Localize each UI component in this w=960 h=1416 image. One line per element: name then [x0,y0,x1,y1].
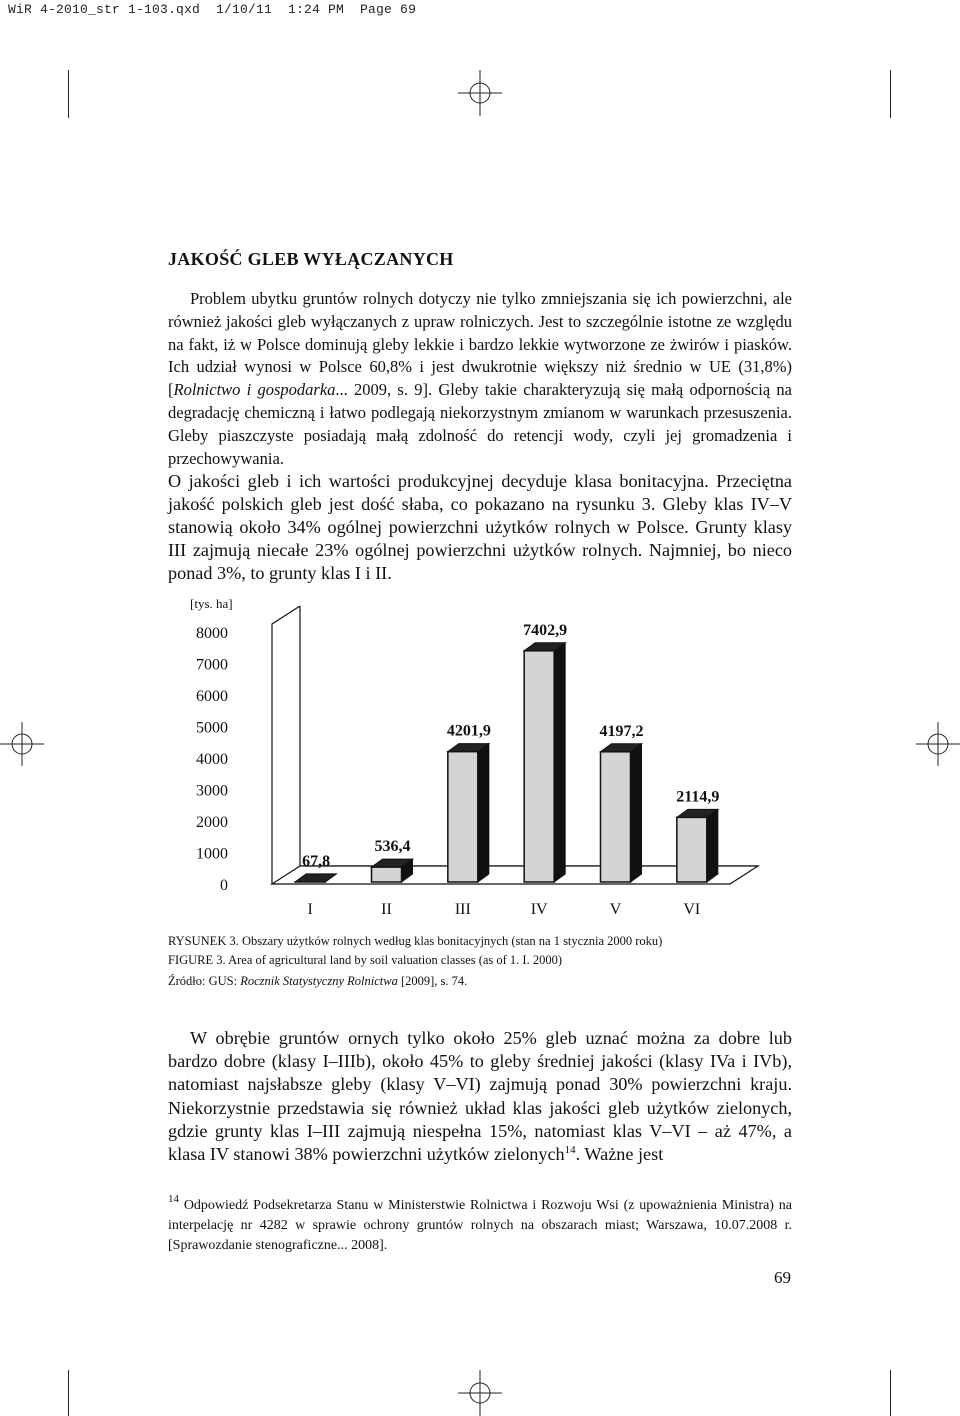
x-tick-label: IV [530,901,548,918]
y-tick-label: 5000 [196,719,228,737]
y-axis-unit-label: [tys. ha] [190,596,233,611]
data-label: 67,8 [302,852,331,870]
crop-mark [890,70,891,118]
bar-chart [160,588,780,928]
data-label: 536,4 [374,838,411,856]
body-paragraph-1 [168,288,792,585]
bar-side-VI [707,809,718,882]
data-label: 4201,9 [446,722,491,740]
data-label: 7402,9 [523,621,568,639]
page-number: 69 [774,1268,791,1287]
y-tick-label: 3000 [196,782,228,800]
x-tick-label: V [609,901,622,918]
bar-III [448,752,478,882]
y-tick-label: 1000 [196,845,228,863]
section-title: JAKOŚĆ GLEB WYŁĄCZANYCH [168,249,454,269]
y-tick-label: 0 [220,877,228,894]
data-label: 4197,2 [599,722,644,740]
x-tick-label: II [381,901,392,918]
footnote [168,1193,792,1256]
x-tick-label: I [307,901,313,918]
y-tick-label: 6000 [196,688,228,705]
figure-source [168,974,467,989]
registration-mark-icon [458,70,502,116]
chart-wall [272,606,300,884]
bar-side-V [631,744,642,882]
figure-caption-en: FIGURE 3. Area of agricultural land by soil valuation classes (as of 1. I. 2000) [168,953,563,967]
registration-mark-icon [458,1370,502,1416]
bar-II [372,867,402,882]
citation-title: Rolnictwo i gospodarka [173,380,336,400]
data-label: 2114,9 [676,788,720,806]
y-tick-label: 4000 [196,751,228,768]
source-title: Rocznik Statystyczny Rolnictwa [240,974,398,988]
body-text: W obrębie gruntów ornych tylko około 25% gleb uznać można za dobre lub bardzo dobre (klasy I–IIIb), około 45% to gleby średniej jakości (klasy IVa i IVb), natomiast najsłabsze gleby (klasy V–VI) zajmują ponad 30% powierzchni kraju. Niekorzystnie przedstawia się również układ klas jakości gleb użytków zielonych, gdzie grunty klas I–III zajmują niespełna 15%, natomiast klas V–VI – aż 47%, a klasa IV stanowi 38% powierzchni użytków zielonych [168,1028,792,1165]
bar-VI [677,817,707,882]
y-tick-label: 7000 [196,656,228,674]
body-text: Problem ubytku gruntów rolnych dotyczy nie tylko zmniejszania się ich powierzchni, ale również jakości gleb wyłączanych z upraw rolniczych. Jest to szczególnie istotne ze względu na fakt, iż w Polsce dominują gleby lekkie i bardzo lekkie wytworzone ze żwirów i piasków. Ich udział wynosi w Polsce 60,8% i jest dwukrotnie większy niż średnio w UE (31,8%) [ [168,289,792,400]
source-suffix: [2009], s. 74. [397,974,468,988]
bar-side-IV [554,643,565,882]
x-tick-label: VI [683,901,701,918]
bar-IV [524,651,554,882]
body-text: ... 2009, s. 9]. Gleby takie charakteryzują się małą odpornością na degradację chemiczną i łatwo podlegają niekorzystnym zmianom w warunkach przesuszenia. Gleby piaszczyste posiadają małą zdolność do retencji wody, czyli jej gromadzenia i przechowywania. [168,380,792,468]
body-text: O jakości gleb i ich wartości produkcyjnej decyduje klasa bonitacyjna. Przeciętna jakość polskich gleb jest dość słaba, co pokazano na rysunku 3. Gleby klas IV–V stanowią około 34% ogólnej powierzchni użytków rolnych w Polsce. Grunty klasy III zajmują niecałe 23% ogólnej powierzchni użytków rolnych. Najmniej, bo nieco ponad 3%, to grunty klas I i II. [168,471,792,583]
printer-slug: WiR 4-2010_str 1-103.qxd 1/10/11 1:24 PM Page 69 [8,2,417,17]
footnote-text: Odpowiedź Podsekretarza Stanu w Ministerstwie Rolnictwa i Rozwoju Wsi (z upoważnienia Ministra) na interpelację nr 4282 w sprawie ochrony gruntów rolnych na obszarach miast; Warszawa, 10.07.2008 r. [Sprawozdanie stenograficzne... 2008]. [168,1198,792,1253]
registration-mark-icon [916,722,960,766]
source-prefix: Źródło: GUS: [168,974,241,988]
registration-mark-icon [0,722,44,766]
y-tick-label: 8000 [196,625,228,642]
bar-side-III [478,744,489,882]
body-text: . Ważne jest [575,1144,664,1165]
footnote-number: 14 [168,1193,179,1205]
crop-mark [68,70,69,118]
footnote-ref: 14 [564,1144,576,1157]
y-tick-label: 2000 [196,814,228,831]
figure-caption-pl: RYSUNEK 3. Obszary użytków rolnych według klas bonitacyjnych (stan na 1 stycznia 2000 roku) [168,934,663,948]
body-paragraph-2 [168,1027,792,1166]
bar-V [601,752,631,882]
x-tick-label: III [454,901,471,918]
crop-mark [68,1370,69,1416]
crop-mark [890,1370,891,1416]
